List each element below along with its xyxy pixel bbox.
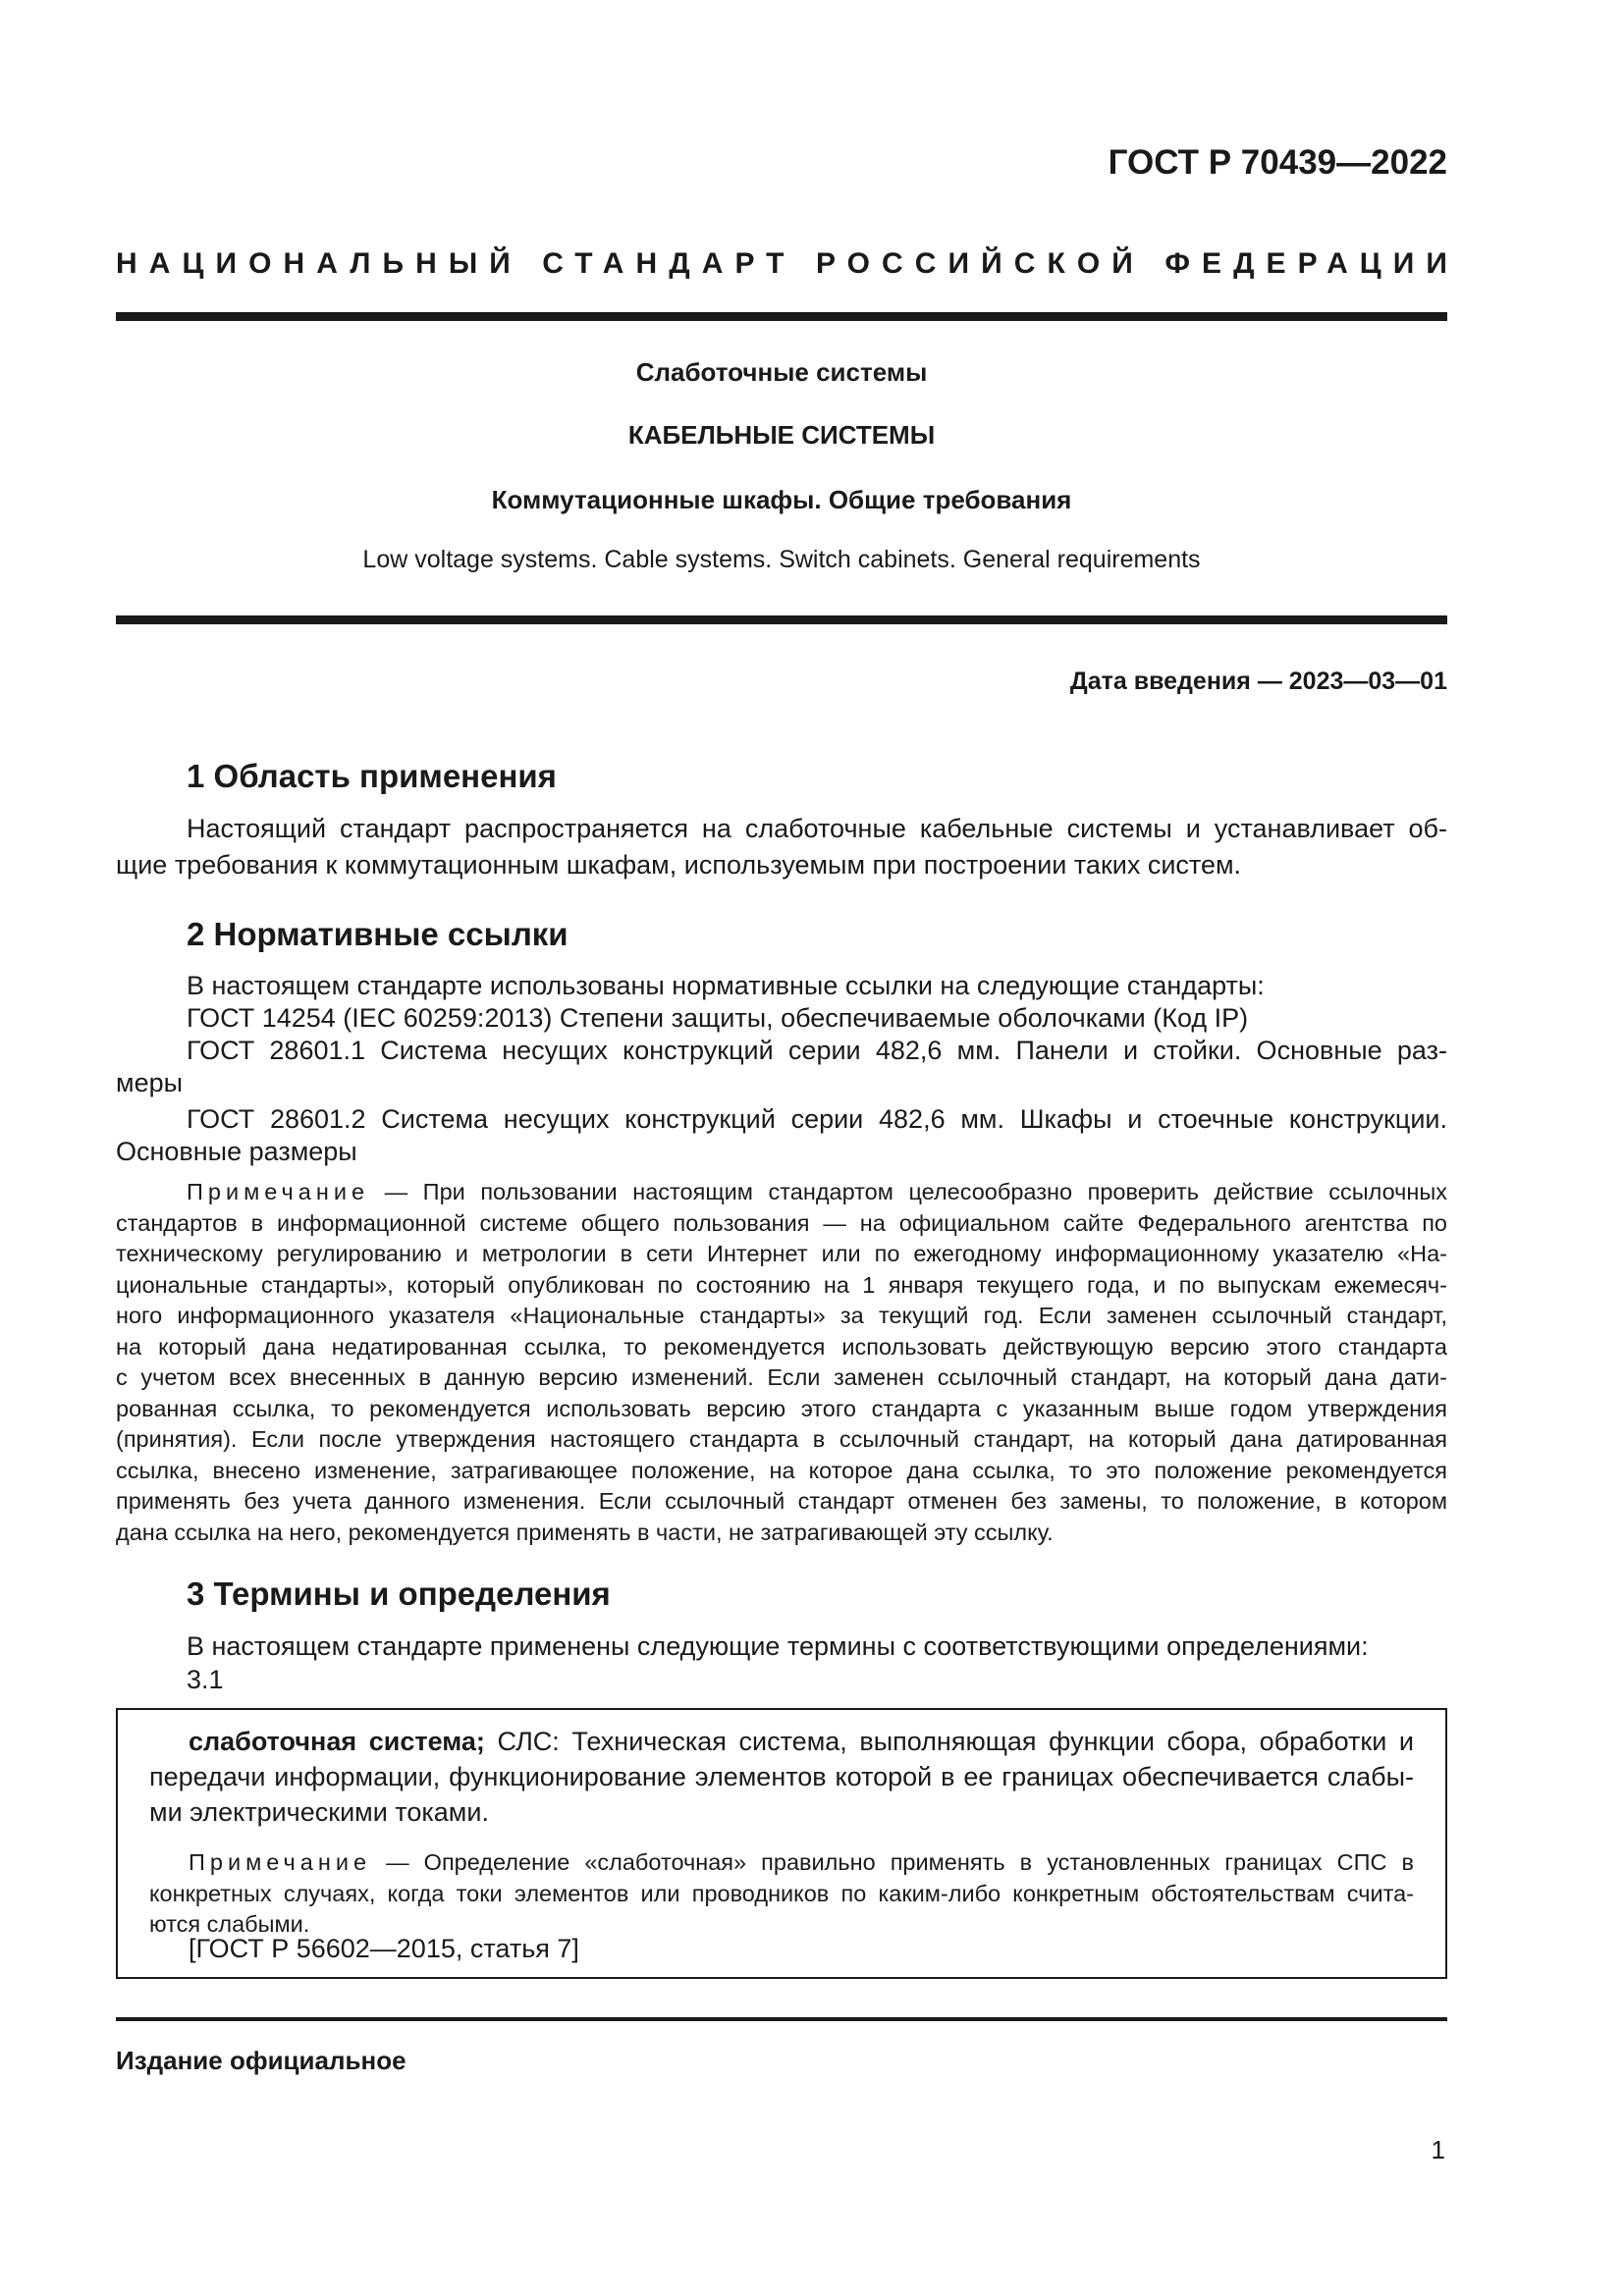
note-line: ются слабыми. bbox=[149, 1911, 310, 1937]
section-3-intro: В настоящем стандарте применены следующие термины с соответствующими определениями: bbox=[187, 1631, 1369, 1661]
section-2-body bbox=[116, 970, 1447, 1168]
section-1-body bbox=[116, 811, 1447, 883]
term-name: слаботочная система; bbox=[189, 1727, 485, 1756]
definition-line: передачи информации, функционирование элементов которой в ее границах обеспечивается слабы- bbox=[149, 1762, 1414, 1791]
section-1-heading: 1 Область применения bbox=[187, 758, 557, 794]
note-line: с учетом всех внесенных в данную версию изменений. Если заменен ссылочный стандарт, на который дана дати- bbox=[116, 1364, 1447, 1390]
standard-type-heading bbox=[116, 247, 1460, 281]
header-rule bbox=[116, 312, 1447, 321]
note-line: применять без учета данного изменения. Если ссылочный стандарт отменен без замены, то положение, в котором bbox=[116, 1488, 1447, 1514]
section-1-line: Настоящий стандарт распространяется на слаботочные кабельные системы и устанавливает об- bbox=[187, 814, 1447, 843]
title-line-1: Слаботочные системы bbox=[635, 357, 928, 387]
section-1-line: щие требования к коммутационным шкафам, используемым при построении таких систем. bbox=[116, 850, 1242, 880]
title-english: Low voltage systems. Cable systems. Switch cabinets. General requirements bbox=[362, 546, 1201, 573]
title-rule bbox=[116, 615, 1447, 624]
term-definition-box bbox=[116, 1708, 1447, 1979]
footer-rule bbox=[116, 2017, 1447, 2021]
reference-item-continued: Основные размеры bbox=[116, 1137, 357, 1166]
term-definition-text: СЛС: Техническая система, выполняющая функции сбора, обработки и bbox=[484, 1727, 1414, 1756]
note-line: на который дана недатированная ссылка, то рекомендуется использовать действующую версию этого стандарта bbox=[116, 1333, 1447, 1360]
reference-item-continued: меры bbox=[116, 1068, 184, 1097]
note-line: конкретных случаях, когда токи элементов или проводников по каким-либо конкретным обстоятельствам счита- bbox=[149, 1880, 1414, 1906]
note-line: техническому регулированию и метрологии в сети Интернет или по ежегодному информационному указателю «На- bbox=[116, 1241, 1447, 1266]
term-definition bbox=[149, 1724, 1414, 1830]
note-line: (принятия). Если после утверждения настоящего стандарта в ссылочный стандарт, на который дана датированная bbox=[116, 1426, 1447, 1452]
section-2-intro: В настоящем стандарте использованы нормативные ссылки на следующие стандарты: bbox=[187, 971, 1265, 1000]
term-note bbox=[149, 1847, 1414, 1941]
note-label: Примечание bbox=[189, 1849, 372, 1875]
edition-label: Издание официальное bbox=[116, 2046, 406, 2075]
title-line-3: Коммутационные шкафы. Общие требования bbox=[491, 485, 1072, 514]
section-2-heading: 2 Нормативные ссылки bbox=[187, 916, 568, 952]
reference-item: ГОСТ 28601.1 Система несущих конструкций серии 482,6 мм. Панели и стойки. Основные раз- bbox=[187, 1036, 1447, 1065]
reference-item: ГОСТ 28601.2 Система несущих конструкций серии 482,6 мм. Шкафы и стоечные конструкции. bbox=[187, 1104, 1447, 1134]
section-3-heading: 3 Термины и определения bbox=[187, 1575, 611, 1612]
note-text: — Определение «слаботочная» правильно применять в установленных границах СПС в bbox=[371, 1849, 1414, 1875]
definition-source: [ГОСТ Р 56602—2015, статья 7] bbox=[189, 1934, 579, 1963]
document-number: ГОСТ Р 70439—2022 bbox=[1108, 143, 1447, 182]
note-line: рованная ссылка, то рекомендуется использовать версию этого стандарта с указанным выше годом утверждения bbox=[116, 1395, 1447, 1421]
page-number: 1 bbox=[1431, 2135, 1445, 2164]
note-line: циональные стандарты», который опубликован по состоянию на 1 января текущего года, и по выпускам ежемесяч- bbox=[116, 1271, 1447, 1298]
title-line-2: КАБЕЛЬНЫЕ СИСТЕМЫ bbox=[627, 420, 936, 450]
note-line: дана ссылка на него, рекомендуется применять в части, не затрагивающей эту ссылку. bbox=[116, 1519, 1054, 1545]
note-line: ссылка, внесено изменение, затрагивающее положение, на которое дана ссылка, то это положение рекомендуется bbox=[116, 1457, 1447, 1483]
standard-type-text: НАЦИОНАЛЬНЫЙ СТАНДАРТ РОССИЙСКОЙ ФЕДЕРАЦИИ bbox=[116, 247, 1460, 280]
note-label: Примечание bbox=[187, 1179, 370, 1204]
note-text: — При пользовании настоящим стандартом целесообразно проверить действие ссылочных bbox=[369, 1179, 1447, 1204]
definition-line: ми электрическими токами. bbox=[149, 1797, 489, 1827]
note-line: ного информационного указателя «Национальные стандарты» за текущий год. Если заменен ссылочный стандарт, bbox=[116, 1303, 1447, 1328]
introduction-date: Дата введения — 2023—03—01 bbox=[1069, 667, 1447, 695]
section-3-body bbox=[116, 1629, 1447, 1696]
reference-item: ГОСТ 14254 (IEC 60259:2013) Степени защиты, обеспечиваемые оболочками (Код IP) bbox=[187, 1003, 1249, 1033]
note-line: стандартов в информационной системе общего пользования — на официальном сайте Федерального агентства по bbox=[116, 1209, 1447, 1236]
clause-number: 3.1 bbox=[187, 1665, 224, 1694]
section-2-note bbox=[116, 1177, 1447, 1548]
